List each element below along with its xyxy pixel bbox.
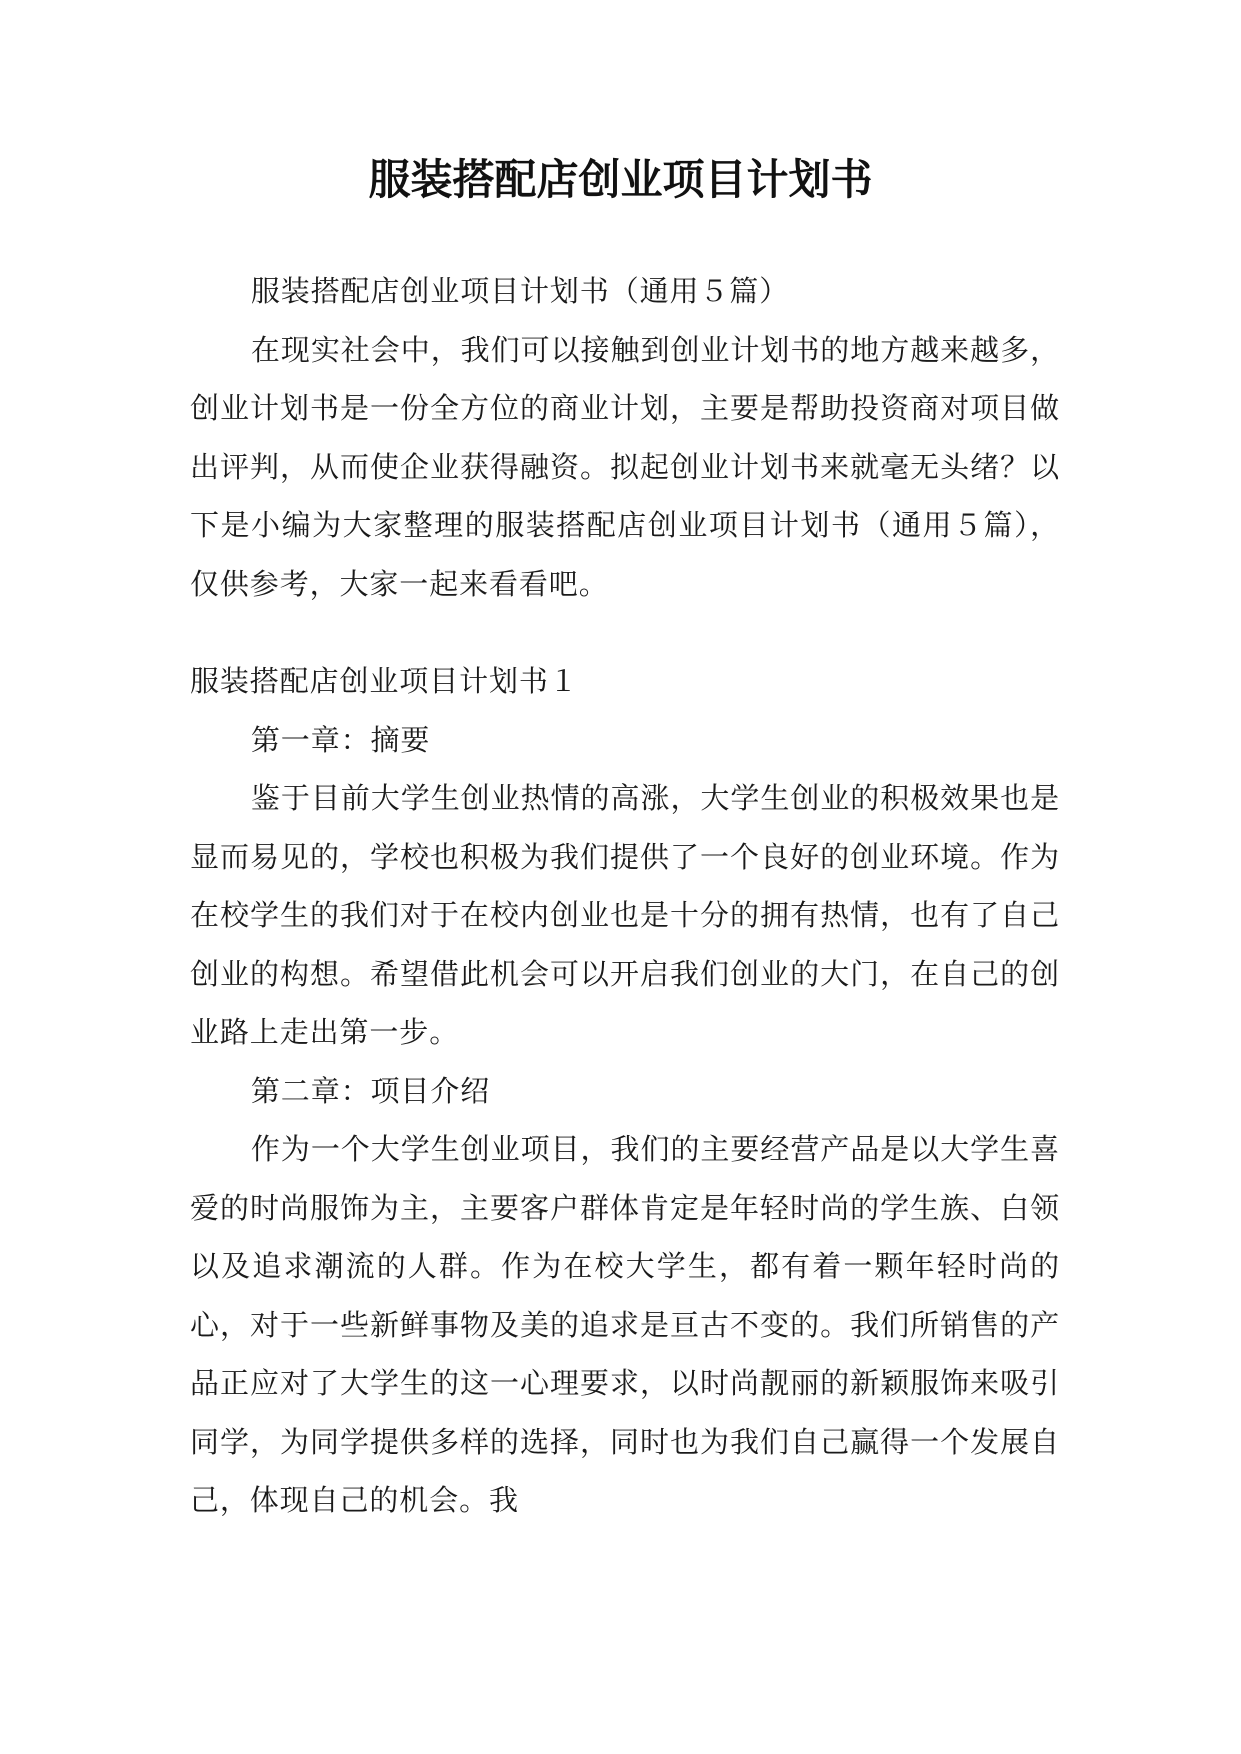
chapter-heading-project: 第二章：项目介绍 [250, 1073, 491, 1108]
document-body [190, 262, 1060, 1530]
chapter-heading-summary: 第一章：摘要 [250, 722, 431, 757]
document-title: 服装搭配店创业项目计划书 [368, 155, 873, 204]
summary-paragraph: 鉴于目前大学生创业热情的高涨，大学生创业的积极效果也是显而易见的，学校也积极为我们提供了一个良好的创业环境。作为在校学生的我们对于在校内创业也是十分的拥有热情，也有了自己创业的构想。希望借此机会可以开启我们创业的大门，在自己的创业路上走出第一步。 [190, 781, 1060, 1049]
section-heading: 服装搭配店创业项目计划书１ [190, 664, 579, 698]
subtitle-paragraph: 服装搭配店创业项目计划书（通用５篇） [250, 274, 790, 308]
intro-paragraph: 在现实社会中，我们可以接触到创业计划书的地方越来越多，创业计划书是一份全方位的商业计划，主要是帮助投资商对项目做出评判，从而使企业获得融资。拟起创业计划书来就毫无头绪？以下是小编为大家整理的服装搭配店创业项目计划书（通用５篇），仅供参考，大家一起来看看吧。 [190, 332, 1060, 601]
project-paragraph: 作为一个大学生创业项目，我们的主要经营产品是以大学生喜爱的时尚服饰为主，主要客户群体肯定是年轻时尚的学生族、白领以及追求潮流的人群。作为在校大学生，都有着一颗年轻时尚的心，对于一些新鲜事物及美的追求是亘古不变的。我们所销售的产品正应对了大学生的这一心理要求，以时尚靓丽的新颖服饰来吸引同学，为同学提供多样的选择，同时也为我们自己赢得一个发展自己，体现自己的机会。我 [190, 1132, 1060, 1517]
